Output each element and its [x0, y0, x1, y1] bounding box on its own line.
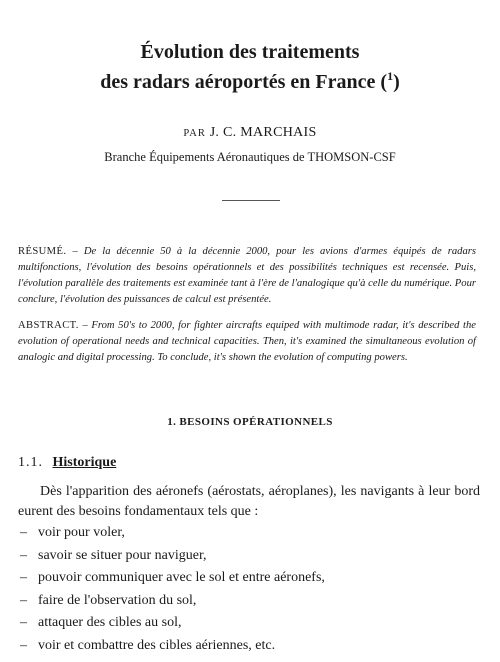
abstract-text: From 50's to 2000, for fighter aircrafts equiped with multimode radar, it's described the evolution of operational needs and technical capacities. Then, it's examined the simultaneous evolution of analogic and digital processing. To conclude, it's shown the evolution of computing powers.: [18, 320, 476, 363]
subsection-heading: [18, 455, 116, 471]
subsection-title: Historique: [52, 455, 117, 470]
list-item-text: pouvoir communiquer avec le sol et entre aéronefs,: [38, 570, 325, 585]
list-item-text: faire de l'observation du sol,: [38, 592, 197, 608]
resume-dash: –: [72, 246, 78, 257]
abstract-block: [18, 318, 476, 366]
subsection-number: 1.1.: [18, 455, 43, 470]
list-item-text: voir et combattre des cibles aériennes, etc.: [38, 637, 276, 653]
title-line-2-end: ): [393, 71, 400, 93]
list-dash: –: [20, 592, 27, 608]
needs-list: [20, 522, 325, 657]
author-prefix: PAR: [183, 128, 206, 139]
title-line-2-text: des radars aéroportés en France (: [100, 71, 388, 93]
author-line: [0, 125, 500, 141]
list-item-text: attaquer des cibles au sol,: [38, 615, 182, 630]
list-item: [20, 590, 325, 613]
article-title-line-1: Évolution des traitements: [140, 41, 360, 63]
article-title-line-2: [0, 68, 500, 98]
list-item: [20, 522, 325, 545]
separator-rule: [222, 200, 280, 201]
footnote-reference[interactable]: 1: [387, 69, 394, 83]
section-heading: 1. BESOINS OPÉRATIONNELS: [167, 416, 333, 428]
list-item: [20, 635, 325, 658]
list-item: [20, 545, 325, 568]
list-item-text: voir pour voler,: [38, 525, 125, 540]
list-dash: –: [20, 570, 27, 585]
list-dash: –: [20, 525, 27, 540]
resume-label: RÉSUMÉ.: [18, 246, 67, 257]
resume-text: De la décennie 50 à la décennie 2000, pour les avions d'armes équipés de radars multifonctions, l'évolution des besoins opérationnels et des possibilités techniques est recensée. Puis, l'évolution parallèle des traitements est examinée tant à l'ère de l'analogique qu'à celle du numérique. Pour conclure, l'évolution des puissances de calcul est présentée.: [18, 246, 476, 305]
list-item: [20, 612, 325, 635]
list-item: [20, 567, 325, 590]
body-paragraph: Dès l'apparition des aéronefs (aérostats, aéroplanes), les navigants à leur bord eurent des besoins fondamentaux tels que :: [18, 484, 480, 519]
author-affiliation: Branche Équipements Aéronautiques de THOMSON-CSF: [104, 150, 396, 164]
list-dash: –: [20, 615, 27, 630]
abstract-label: ABSTRACT.: [18, 320, 79, 331]
list-dash: –: [20, 637, 27, 653]
list-dash: –: [20, 547, 27, 563]
list-item-text: savoir se situer pour naviguer,: [38, 547, 207, 563]
resume-block: [18, 244, 476, 308]
abstract-dash: –: [82, 320, 88, 331]
author-name: J. C. MARCHAIS: [209, 125, 317, 140]
